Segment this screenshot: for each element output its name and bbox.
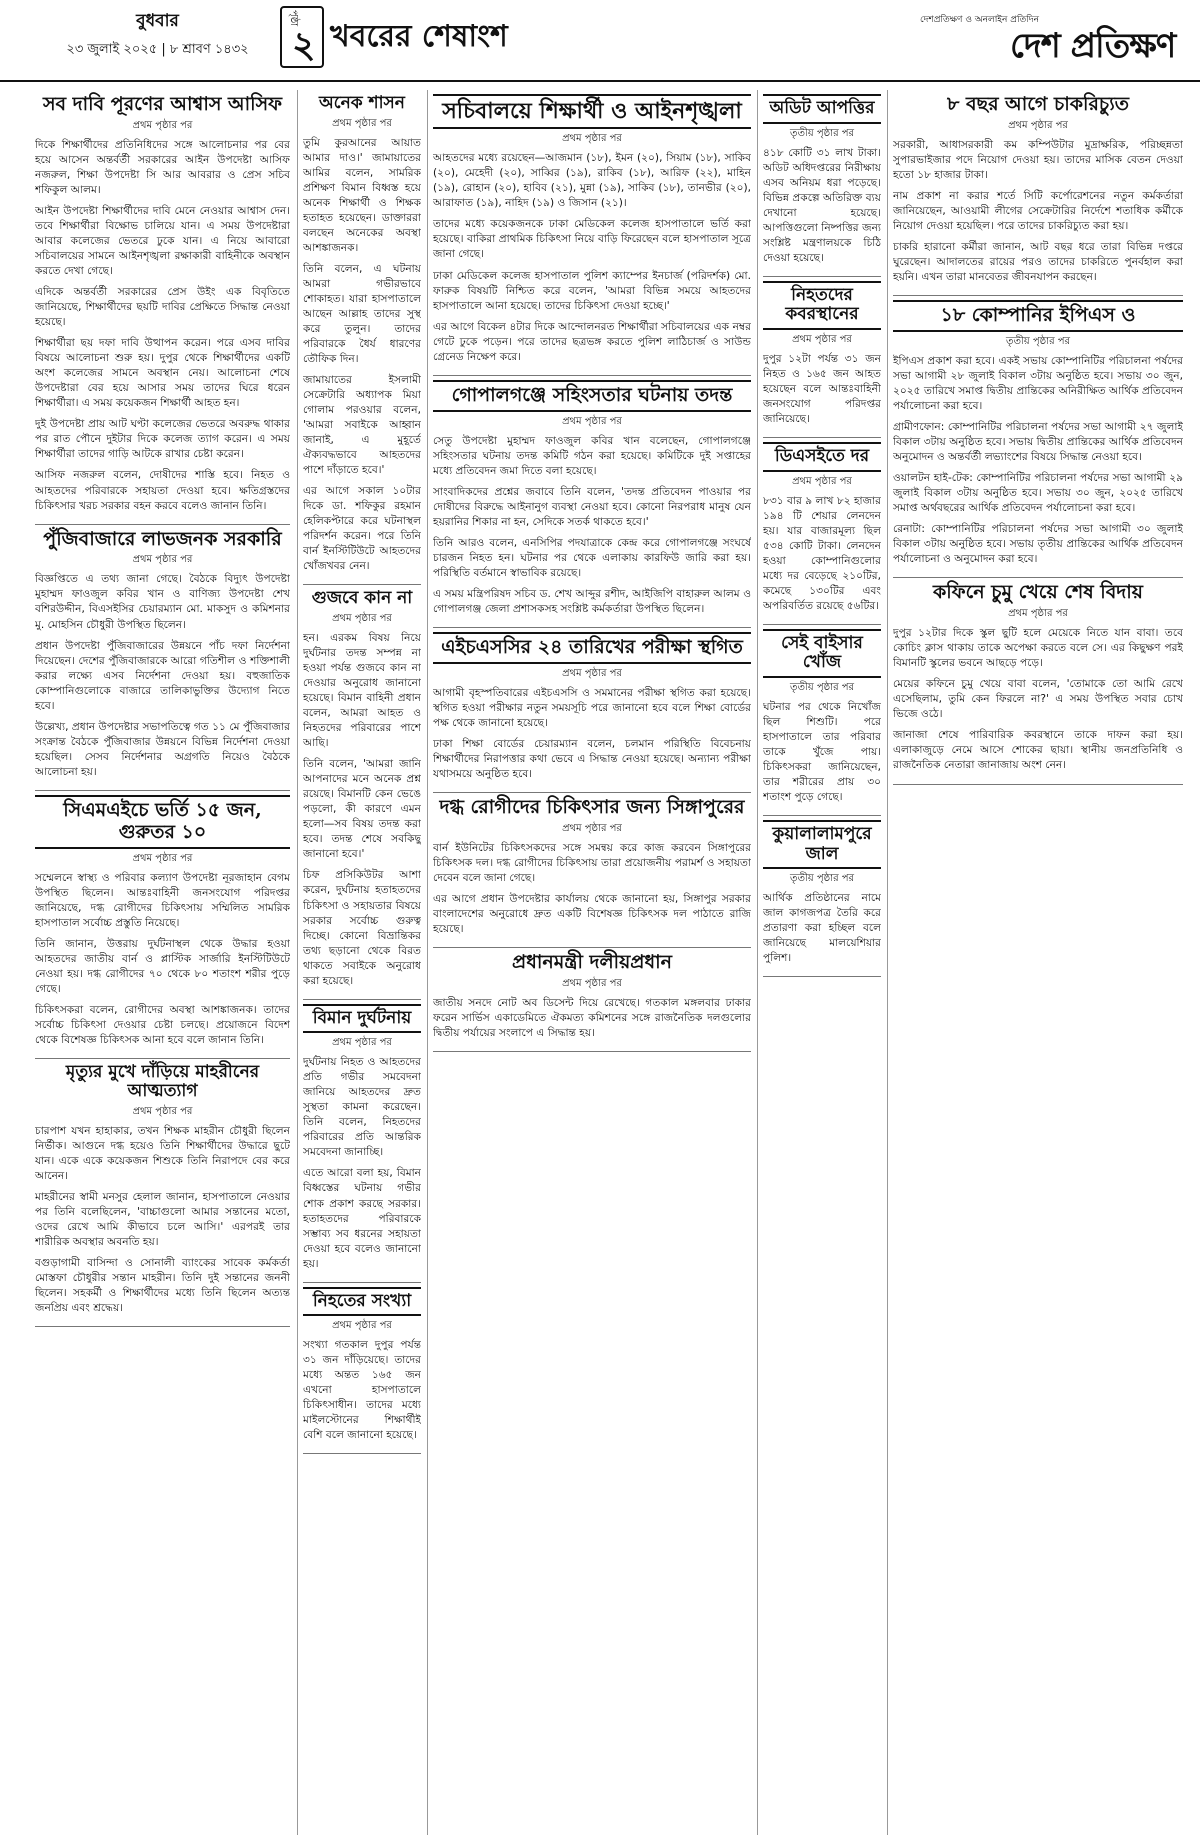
paragraph: সম্মেলনে স্বাস্থ্য ও পরিবার কল্যাণ উপদেষ্টা নূরজাহান বেগম উপস্থিত ছিলেন। আন্তঃবাহিনী জনসংযোগ পরিদপ্তর জানিয়েছে, দগ্ধ রোগীদের চিকিৎসায় সম্মিলিত সামরিক হাসপাতাল সর্বোচ্চ প্রস্তুতি নিয়েছে। bbox=[35, 871, 290, 929]
story-eps bbox=[893, 300, 1183, 578]
paragraph: জানাজা শেষে পারিবারিক কবরস্থানে তাকে দাফন করা হয়। এলাকাজুড়ে নেমে আসে শোকের ছায়া। স্থানীয় জনপ্রতিনিধি ও রাজনৈতিক নেতারা জানাজায় অংশ নেন। bbox=[893, 729, 1183, 772]
paragraph: উল্লেখ্য, প্রধান উপদেষ্টার সভাপতিত্বে গত ১১ মে পুঁজিবাজার সংক্রান্ত বৈঠকে পুঁজিবাজার উন্নয়নে বিভিন্ন নির্দেশনা দেওয়া হয়েছিল। সেসব নির্দেশনার অগ্রগতি নিয়েও বৈঠকে আলোচনা হয়। bbox=[35, 720, 290, 778]
headline: গোপালগঞ্জে সহিংসতার ঘটনায় তদন্ত bbox=[433, 380, 751, 412]
continuation-note: তৃতীয় পৃষ্ঠার পর bbox=[789, 681, 855, 693]
continuation-note: তৃতীয় পৃষ্ঠার পর bbox=[789, 873, 855, 885]
paragraph: এদিকে অন্তর্বর্তী সরকারের প্রেস উইং এক বিবৃতিতে জানিয়েছে, শিক্ষার্থীদের ছয়টি দাবির প্রেক্ষিতে সিদ্ধান্ত নেওয়া হয়েছে। bbox=[35, 286, 290, 329]
paragraph: চিফ প্রসিকিউটর আশা করেন, দুর্ঘটনায় হতাহতদের চিকিৎসা ও সহায়তার বিষয়ে সরকার সর্বোচ্চ গুরুত্ব দিচ্ছে। কোনো বিভ্রান্তিকর তথ্য ছড়ানো থেকে বিরত থাকতে সবাইকে অনুরোধ করা হয়েছে। bbox=[303, 869, 421, 987]
continuation-note: প্রথম পৃষ্ঠার পর bbox=[792, 475, 852, 487]
headline: অনেক শাসন bbox=[319, 93, 405, 113]
paragraph: এর আগে সকাল ১০টার দিকে ডা. শফিকুর রহমান হেলিকপ্টারে করে ঘটনাস্থল পরিদর্শন করেন। পরে তিনি বার্ন ইনস্টিটিউটে আহতদের খোঁজখবর নেন। bbox=[303, 485, 421, 573]
paragraph: তাদের মধ্যে কয়েকজনকে ঢাকা মেডিকেল কলেজ হাসপাতালে ভর্তি করা হয়েছে। বাকিরা প্রাথমিক চিকিৎসা নিয়ে বাড়ি ফিরেছেন বলে হাসপাতাল সূত্রে জানা গেছে। bbox=[433, 218, 751, 261]
paragraph: শিক্ষার্থীরা ছয় দফা দাবি উত্থাপন করেন। পরে এসব দাবির বিষয়ে আলোচনা শুরু হয়। দুপুর থেকে শিক্ষার্থীদের একটি অংশ কলেজের সামনে অবস্থান নেয়। আলোচনা শেষে উপদেষ্টারা বের হয়ে আসার সময় তাদের ঘিরে ধরেন শিক্ষার্থীরা। এ সময় কয়েকজন শিক্ষার্থী আহত হন। bbox=[35, 337, 290, 410]
paragraph: প্রধান উপদেষ্টা পুঁজিবাজারের উন্নয়নে পাঁচ দফা নির্দেশনা দিয়েছেন। দেশের পুঁজিবাজারকে আরো গতিশীল ও শক্তিশালী করার লক্ষ্যে এসব নির্দেশনা দেওয়া হয়। বহুজাতিক কোম্পানিগুলোকে বাজারে তালিকাভুক্তির উদ্যোগ নিতে হবে। bbox=[35, 639, 290, 712]
paragraph: আহতদের মধ্যে রয়েছেন—আজমান (১৮), ইমন (২০), সিয়াম (১৮), সাকিব (২০), মেহেদী (২০), সাব্বির (১৯), রাকিব (১৮), আরিফ (২২), মাহিন (১৯), রোহান (২০), হাবিব (২১), মুন্না (১৯), সাকিব (১৮), তানভীর (২০), আরাফাত (১৯), নাহিদ (১৯) ও জিসান (২১)। bbox=[433, 152, 751, 210]
column-rule bbox=[887, 90, 888, 1835]
continuation-note: প্রথম পৃষ্ঠার পর bbox=[332, 1037, 392, 1049]
paragraph: সাংবাদিকদের প্রশ্নের জবাবে তিনি বলেন, 'তদন্ত প্রতিবেদন পাওয়ার পর দোষীদের বিরুদ্ধে আইনানুগ ব্যবস্থা নেওয়া হবে। কোনো নিরপরাধ মানুষ যেন হয়রানির শিকার না হন, সেদিকে সতর্ক থাকতে হবে।' bbox=[433, 485, 751, 528]
paragraph: দুই উপদেষ্টা প্রায় আট ঘণ্টা কলেজের ভেতরে অবরুদ্ধ থাকার পর রাত পৌনে দুইটার দিকে কলেজ ত্যাগ করেন। এ সময় শিক্ষার্থীরা তাদের গাড়ি আটকে রাখার চেষ্টা করেন। bbox=[35, 418, 290, 461]
story-kuala-lumpur bbox=[763, 820, 881, 977]
continuation-note: প্রথম পৃষ্ঠার পর bbox=[1008, 119, 1068, 131]
headline: দগ্ধ রোগীদের চিকিৎসার জন্য সিঙ্গাপুরের bbox=[439, 795, 745, 818]
story-dismissed-workers bbox=[893, 94, 1183, 296]
story-dse bbox=[763, 442, 881, 625]
page-number: ২ bbox=[292, 25, 316, 66]
paragraph: বিজ্ঞপ্তিতে এ তথ্য জানা গেছে। বৈঠকে বিদ্যুৎ উপদেষ্টা মুহাম্মদ ফাওজুল কবির খান ও বাণিজ্য উপদেষ্টা শেখ বশিরউদ্দীন, বিএসইসির চেয়ারম্যান মো. মাকসুদ ও কমিশনার মু. মোহসিন চৌধুরী উপস্থিত ছিলেন। bbox=[35, 573, 290, 631]
paragraph: হন। এরকম বিষয় নিয়ে দুর্ঘটনার তদন্ত সম্পন্ন না হওয়া পর্যন্ত গুজবে কান না দেওয়ার অনুরোধ জানানো হয়েছে। বিমান বাহিনী প্রধান বলেন, আমরা আহত ও নিহতদের পরিবারের পাশে আছি। bbox=[303, 631, 421, 750]
paragraph: ইপিএস প্রকাশ করা হবে। একই সভায় কোম্পানিটির পরিচালনা পর্ষদের সভা আগামী ২৮ জুলাই বিকাল ৩টায় অনুষ্ঠিত হবে। সভায় ৩০ জুন, ২০২৫ তারিখে সমাপ্ত দ্বিতীয় প্রান্তিকের অনিরীক্ষিত আর্থিক প্রতিবেদন পর্যালোচনা করা হবে। bbox=[893, 354, 1183, 413]
paragraph: সরকারী, আধাসরকারী কম কম্পিউটার মুদ্রাক্ষরিক, পরিচ্ছন্নতা সুপারভাইজার পদে নিয়োগ দেওয়া হয়। তাদের মাসিক বেতন দেওয়া হতো ১৮ হাজার টাকা। bbox=[893, 138, 1183, 181]
column-rule bbox=[757, 90, 758, 1835]
column-rule bbox=[427, 90, 428, 1835]
continuation-note: প্রথম পৃষ্ঠার পর bbox=[562, 667, 622, 679]
column-4 bbox=[763, 90, 881, 1835]
continuation-note: প্রথম পৃষ্ঠার পর bbox=[1008, 608, 1068, 620]
paragraph: তিনি জানান, উত্তরায় দুর্ঘটনাস্থল থেকে উদ্ধার হওয়া আহতদের জাতীয় বার্ন ও প্লাস্টিক সার্জারি ইনস্টিটিউটে নেওয়া হয়। দগ্ধ রোগীদের ৭০ থেকে ৮০ শতাংশ শরীর পুড়ে গেছে। bbox=[35, 937, 290, 995]
paragraph: নাম প্রকাশ না করার শর্তে সিটি কর্পোরেশনের নতুন কর্মকর্তারা জানিয়েছেন, আওয়ামী লীগের সেক্রেটারির নির্দেশে শতাধিক কর্মীকে নিয়োগ দেওয়া হয়েছিল। পরে তাদের চাকরিচ্যুত করা হয়। bbox=[893, 189, 1183, 232]
dateline-block bbox=[40, 8, 275, 61]
paragraph: আসিফ নজরুল বলেন, দোষীদের শাস্তি হবে। নিহত ও আহতদের পরিবারকে সহায়তা দেওয়া হবে। ক্ষতিগ্রস্তদের চিকিৎসার খরচ সরকার বহন করবে বলেও জানান তিনি। bbox=[35, 469, 290, 512]
date-text: ২৩ জুলাই ২০২৫ | ৮ শ্রাবণ ১৪৩২ bbox=[66, 42, 249, 57]
paragraph: রেনাটা: কোম্পানিটির পরিচালনা পর্ষদের সভা আগামী ৩০ জুলাই বিকাল ৩টায় অনুষ্ঠিত হবে। সভায় তৃতীয় প্রান্তিকের আর্থিক প্রতিবেদন পর্যালোচনা ও অনুমোদন করা হবে। bbox=[893, 523, 1183, 566]
story-pm-party-chief bbox=[433, 952, 751, 1052]
paragraph: ঘটনার পর থেকে নিখোঁজ ছিল শিশুটি। পরে হাসপাতালে তার পরিবার তাকে খুঁজে পায়। চিকিৎসকরা জানিয়েছেন, তার শরীরের প্রায় ৩০ শতাংশ পুড়ে গেছে। bbox=[763, 700, 881, 804]
column-rule bbox=[297, 90, 298, 1835]
paragraph: বগুড়াগামী বাসিন্দা ও সোনালী ব্যাংকের সাবেক কর্মকর্তা মোস্তফা চৌধুরীর সন্তান মাহরীন। তিনি দুই সন্তানের জননী ছিলেন। সহকর্মী ও শিক্ষার্থীদের মধ্যে তিনি ছিলেন অত্যন্ত জনপ্রিয় এবং শ্রদ্ধেয়। bbox=[35, 1257, 290, 1315]
paragraph: এতে আরো বলা হয়, বিমান বিধ্বস্তের ঘটনায় গভীর শোক প্রকাশ করছে সরকার। হতাহতদের পরিবারকে সম্ভাব্য সব ধরনের সহায়তা দেওয়া হবে বলেও জানানো হয়। bbox=[303, 1167, 421, 1270]
paragraph: দুপুর ১২টার দিকে স্কুল ছুটি হলে মেয়েকে নিতে যান বাবা। তবে কোচিং ক্লাস থাকায় তাকে অপেক্ষা করতে বলে সে। এর কিছুক্ষণ পরই বিমানটি স্কুলের ভবনে আছড়ে পড়ে। bbox=[893, 627, 1183, 670]
column-5 bbox=[893, 90, 1183, 1835]
masthead bbox=[0, 0, 1200, 82]
paragraph: বার্ন ইউনিটের চিকিৎসকদের সঙ্গে সমন্বয় করে কাজ করবেন সিঙ্গাপুরের চিকিৎসক দল। দগ্ধ রোগীদের চিকিৎসায় তারা প্রয়োজনীয় পরামর্শ ও সহায়তা দেবেন বলে জানা গেছে। bbox=[433, 841, 751, 884]
continuation-note: প্রথম পৃষ্ঠার পর bbox=[332, 612, 392, 624]
continuation-note: প্রথম পৃষ্ঠার পর bbox=[562, 977, 622, 989]
paragraph: ৮৩১ বার ৯ লাখ ৮২ হাজার ১৯৪ টি শেয়ার লেনদেন হয়। যার বাজারমূল্য ছিল ৫৩৪ কোটি টাকা। লেনদেন হওয়া কোম্পানিগুলোর মধ্যে দর বেড়েছে ২১০টির, কমেছে ১৩০টির এবং অপরিবর্তিত রয়েছে ৫৬টির। bbox=[763, 494, 881, 612]
headline: ৮ বছর আগে চাকরিচ্যুত bbox=[947, 93, 1129, 115]
story-onek-shason bbox=[303, 94, 421, 585]
paragraph: তিনি আরও বলেন, এনসিপির পদযাত্রাকে কেন্দ্র করে গোপালগঞ্জে সংঘর্ষে চারজন নিহত হন। ঘটনার পর থেকে এলাকায় কারফিউ জারি করা হয়। পরিস্থিতি বর্তমানে স্বাভাবিক রয়েছে। bbox=[433, 536, 751, 579]
paragraph: এর আগে প্রধান উপদেষ্টার কার্যালয় থেকে জানানো হয়, সিঙ্গাপুর সরকার বাংলাদেশের অনুরোধে দ্রুত একটি বিশেষজ্ঞ চিকিৎসক দল পাঠাতে রাজি হয়েছে। bbox=[433, 892, 751, 935]
headline: কফিনে চুমু খেয়ে শেষ বিদায় bbox=[933, 581, 1143, 604]
day-label: বুধবার bbox=[136, 11, 179, 31]
story-secretariat bbox=[433, 94, 751, 376]
continuation-note: প্রথম পৃষ্ঠার পর bbox=[562, 822, 622, 834]
headline: এইচএসসির ২৪ তারিখের পরীক্ষা স্থগিত bbox=[433, 632, 751, 664]
headline: প্রধানমন্ত্রী দলীয়প্রধান bbox=[512, 950, 672, 973]
story-graveyard bbox=[763, 281, 881, 438]
paragraph: দুপুর ১২টা পর্যন্ত ৩১ জন নিহত ও ১৬৫ জন আহত হয়েছেন বলে আন্তঃবাহিনী জনসংযোগ পরিদপ্তর জানিয়েছে। bbox=[763, 352, 881, 426]
paragraph: মাহরীনের স্বামী মনসুর হেলাল জানান, হাসপাতালে নেওয়ার পর তিনি বলেছিলেন, 'বাচ্চাগুলো আমার সন্তানের মতো, ওদের রেখে আমি কীভাবে চলে আসি।' এরপরই তার শারীরিক অবস্থার অবনতি হয়। bbox=[35, 1191, 290, 1249]
headline: পুঁজিবাজারে লাভজনক সরকারি bbox=[43, 527, 282, 550]
column-3 bbox=[433, 90, 751, 1835]
paragraph: চারপাশ যখন হাহাকার, তখন শিক্ষক মাহরীন চৌধুরী ছিলেন নির্ভীক। আগুনে দগ্ধ হয়েও তিনি শিক্ষার্থীদের উদ্ধারে ছুটে যান। একে একে কয়েকজন শিশুকে তিনি নিরাপদে বের করে আনেন। bbox=[35, 1124, 290, 1183]
continuation-note: প্রথম পৃষ্ঠার পর bbox=[132, 1105, 193, 1117]
story-baisar bbox=[763, 629, 881, 816]
paragraph: চিকিৎসকরা বলেন, রোগীদের অবস্থা আশঙ্কাজনক। তাদের সর্বোচ্চ চিকিৎসা দেওয়ার চেষ্টা চলছে। প্রয়োজনে বিদেশ থেকে বিশেষজ্ঞ চিকিৎসক আনা হবে বলে জানান তিনি। bbox=[35, 1003, 290, 1046]
continuation-note: তৃতীয় পৃষ্ঠার পর bbox=[1005, 335, 1071, 347]
paragraph: এ সময় মন্ত্রিপরিষদ সচিব ড. শেখ আব্দুর রশীদ, আইজিপি বাহারুল আলম ও গোপালগঞ্জ জেলা প্রশাসকসহ সংশ্লিষ্ট কর্মকর্তারা উপস্থিত ছিলেন। bbox=[433, 587, 751, 615]
headline: গুজবে কান না bbox=[311, 588, 413, 609]
headline: কুয়ালালামপুরে জাল bbox=[763, 820, 881, 869]
continuation-note: প্রথম পৃষ্ঠার পর bbox=[332, 117, 392, 129]
paragraph: দুর্ঘটনায় নিহত ও আহতদের প্রতি গভীর সমবেদনা জানিয়ে আহতদের দ্রুত সুস্থতা কামনা করেছেন। তিনি বলেন, নিহতদের পরিবারের প্রতি আন্তরিক সমবেদনা জানাচ্ছি। bbox=[303, 1056, 421, 1159]
story-cmh bbox=[35, 795, 290, 1059]
story-death-toll bbox=[303, 1287, 421, 1455]
headline: ১৮ কোম্পানির ইপিএস ও bbox=[893, 300, 1183, 332]
paragraph: মেয়ের কফিনে চুমু খেয়ে বাবা বলেন, 'তোমাকে তো আমি রেখে এসেছিলাম, তুমি কেন ফিরলে না?' এ সময় উপস্থিত সবার চোখ ভিজে ওঠে। bbox=[893, 678, 1183, 721]
paragraph: ওয়ালটন হাই-টেক: কোম্পানিটির পরিচালনা পর্ষদের সভা আগামী ২৯ জুলাই বিকাল ৩টায় অনুষ্ঠিত হবে। সভায় ৩০ জুন, ২০২৫ তারিখে সমাপ্ত অর্থবছরের আর্থিক প্রতিবেদন পর্যালোচনা করা হবে। bbox=[893, 472, 1183, 515]
headline: সচিবালয়ে শিক্ষার্থী ও আইনশৃঙ্খলা bbox=[433, 94, 751, 129]
headline: নিহতের সংখ্যা bbox=[303, 1287, 421, 1317]
paragraph: তিনি বলেন, 'আমরা জানি আপনাদের মনে অনেক প্রশ্ন রয়েছে। বিমানটি কেন ভেঙে পড়লো, কী কারণে এমন হলো—সব বিষয় তদন্ত করা হবে। তদন্ত শেষে সবকিছু জানানো হবে।' bbox=[303, 758, 421, 861]
paragraph: সেতু উপদেষ্টা মুহাম্মদ ফাওজুল কবির খান বলেছেন, গোপালগঞ্জে সহিংসতার ঘটনায় তদন্ত কমিটি গঠন করা হয়েছে। কমিটিকে দুই সপ্তাহের মধ্যে প্রতিবেদন জমা দিতে বলা হয়েছে। bbox=[433, 434, 751, 477]
page-number-box bbox=[280, 6, 324, 68]
paragraph: চাকরি হারানো কর্মীরা জানান, আট বছর ধরে তারা বিভিন্ন দপ্তরে ঘুরেছেন। আদালতের রায়ের পরও তাদের চাকরিতে পুনর্বহাল করা হয়নি। এখন তারা মানবেতর জীবনযাপন করছেন। bbox=[893, 241, 1183, 284]
continuation-note: তৃতীয় পৃষ্ঠার পর bbox=[789, 127, 855, 139]
story-mahrin bbox=[35, 1063, 290, 1327]
paragraph: সংখ্যা গতকাল দুপুর পর্যন্ত ৩১ জন দাঁড়িয়েছে। তাদের মধ্যে অন্তত ১৬৫ জন এখনো হাসপাতালে চিকিৎসাধীন। তাদের মধ্যে মাইলস্টোনের শিক্ষার্থীই বেশি বলে জানানো হয়েছে। bbox=[303, 1339, 421, 1442]
column-1 bbox=[35, 90, 290, 1835]
continuation-note: প্রথম পৃষ্ঠার পর bbox=[562, 415, 622, 427]
tagline: দেশপ্রতিক্ষণ ও অনলাইন প্রতিদিন bbox=[920, 15, 1039, 25]
page-label: পৃষ্ঠা bbox=[288, 10, 299, 27]
newspaper-logo: দেশ প্রতিক্ষণ bbox=[1010, 26, 1176, 66]
headline: সব দাবি পূরণের আশ্বাস আসিফ bbox=[42, 93, 283, 115]
paragraph: ঢাকা শিক্ষা বোর্ডের চেয়ারম্যান বলেন, চলমান পরিস্থিতি বিবেচনায় শিক্ষার্থীদের নিরাপত্তার কথা ভেবে এ সিদ্ধান্ত নেওয়া হয়েছে। অন্যান্য পরীক্ষা যথাসময়ে অনুষ্ঠিত হবে। bbox=[433, 737, 751, 780]
story-audit bbox=[763, 94, 881, 277]
story-coffin-farewell bbox=[893, 582, 1183, 784]
headline: মৃত্যুর মুখে দাঁড়িয়ে মাহরীনের আত্মত্যাগ bbox=[65, 1061, 260, 1102]
story-hsc bbox=[433, 632, 751, 793]
headline: ডিএসইতে দর bbox=[763, 442, 881, 472]
paragraph: তুমি কুরআনের আয়াত আমার দাও।' জামায়াতের আমির বলেন, সামরিক প্রশিক্ষণ বিমান বিধ্বস্ত হয়ে অনেক শিক্ষার্থী ও শিক্ষক হতাহত হয়েছেন। ডাক্তাররা বলছেন অনেকের অবস্থা আশঙ্কাজনক। bbox=[303, 136, 421, 254]
continuation-note: প্রথম পৃষ্ঠার পর bbox=[132, 852, 193, 864]
continuation-note: প্রথম পৃষ্ঠার পর bbox=[792, 333, 852, 345]
paragraph: আগামী বৃহস্পতিবারের এইচএসসি ও সমমানের পরীক্ষা স্থগিত করা হয়েছে। স্থগিত হওয়া পরীক্ষার নতুন সময়সূচি পরে জানানো হবে বলে শিক্ষা বোর্ডের পক্ষ থেকে জানানো হয়েছে। bbox=[433, 686, 751, 729]
paragraph: ঢাকা মেডিকেল কলেজ হাসপাতাল পুলিশ ক্যাম্পের ইনচার্জ (পরিদর্শক) মো. ফারুক বিষয়টি নিশ্চিত করে বলেন, 'আমরা বিভিন্ন সময়ে আহতদের হাসপাতালে আনা হয়েছে। তাদের চিকিৎসা দেওয়া হচ্ছে।' bbox=[433, 269, 751, 312]
continuation-note: প্রথম পৃষ্ঠার পর bbox=[132, 119, 193, 131]
paragraph: তিনি বলেন, এ ঘটনায় আমরা গভীরভাবে শোকাহত। যারা হাসপাতালে আছেন আল্লাহ তাদের সুস্থ করে তুলুন। তাদের পরিবারকে ধৈর্য ধারণের তৌফিক দিন। bbox=[303, 262, 421, 365]
continuation-note: প্রথম পৃষ্ঠার পর bbox=[332, 1320, 392, 1332]
headline: সেই বাইসার খোঁজ bbox=[763, 629, 881, 678]
paragraph: এর আগে বিকেল ৪টার দিকে আন্দোলনরত শিক্ষার্থীরা সচিবালয়ের এক নম্বর গেটে ঢুকে পড়েন। পরে তাদের ছত্রভঙ্গ করতে পুলিশ লাঠিচার্জ ও সাউন্ড গ্রেনেড নিক্ষেপ করে। bbox=[433, 320, 751, 363]
continuation-note: প্রথম পৃষ্ঠার পর bbox=[562, 133, 622, 145]
continuation-note: প্রথম পৃষ্ঠার পর bbox=[132, 554, 193, 566]
paragraph: আর্থিক প্রতিষ্ঠানের নামে জাল কাগজপত্র তৈরি করে প্রতারণা করা হচ্ছিল বলে জানিয়েছে মালয়েশিয়ার পুলিশ। bbox=[763, 892, 881, 965]
column-2 bbox=[303, 90, 421, 1835]
story-singapore-doctors bbox=[433, 797, 751, 948]
paragraph: জামায়াতের ইসলামী সেক্রেটারি অধ্যাপক মিয়া গোলাম পরওয়ার বলেন, 'আমরা সবাইকে আহ্বান জানাই, এ মুহূর্তে ঐক্যবদ্ধভাবে আহতদের পাশে দাঁড়াতে হবে।' bbox=[303, 374, 421, 477]
headline: নিহতদের কবরস্থানের bbox=[763, 281, 881, 330]
section-title: খবরের শেষাংশ bbox=[330, 19, 508, 54]
paragraph: দিকে শিক্ষার্থীদের প্রতিনিধিদের সঙ্গে আলোচনার পর বের হয়ে আসেন অন্তর্বর্তী সরকারের আইন উপদেষ্টা আসিফ নজরুল, শিক্ষা উপদেষ্টা সি আর আবরার ও প্রেস সচিব শফিকুল আলম। bbox=[35, 138, 290, 196]
headline: বিমান দুর্ঘটনায় bbox=[303, 1004, 421, 1034]
paragraph: ৪১৮ কোটি ৩১ লাখ টাকা। অডিট অধিদপ্তরের নিরীক্ষায় এসব অনিয়ম ধরা পড়েছে। বিভিন্ন প্রকল্পে অতিরিক্ত ব্যয় দেখানো হয়েছে। আপত্তিগুলো নিষ্পত্তির জন্য সংশ্লিষ্ট মন্ত্রণালয়কে চিঠি দেওয়া হয়েছে। bbox=[763, 146, 881, 264]
headline: অডিট আপত্তির bbox=[763, 94, 881, 124]
paragraph: জাতীয় সনদে নোট অব ডিসেন্ট দিয়ে রেখেছে। গতকাল মঙ্গলবার ঢাকার ফরেন সার্ভিস একাডেমিতে ঐকমত্য কমিশনের সঙ্গে রাজনৈতিক দলগুলোর দ্বিতীয় পর্যায়ের সংলাপে এ সিদ্ধান্ত হয়। bbox=[433, 996, 751, 1039]
story-stock-market bbox=[35, 529, 290, 791]
paragraph: গ্রামীণফোন: কোম্পানিটির পরিচালনা পর্ষদের সভা আগামী ২৭ জুলাই বিকাল ৩টায় অনুষ্ঠিত হবে। সভায় দ্বিতীয় প্রান্তিকের আর্থিক প্রতিবেদন অনুমোদন ও অন্তর্বর্তী লভ্যাংশের বিষয়ে সিদ্ধান্ত নেওয়া হবে। bbox=[893, 421, 1183, 464]
story-gujob bbox=[303, 589, 421, 999]
story-gopalganj bbox=[433, 380, 751, 628]
story-asif bbox=[35, 94, 290, 525]
headline: সিএমএইচে ভর্তি ১৫ জন, গুরুতর ১০ bbox=[35, 795, 290, 849]
story-plane-crash bbox=[303, 1004, 421, 1283]
paragraph: আইন উপদেষ্টা শিক্ষার্থীদের দাবি মেনে নেওয়ার আশ্বাস দেন। তবে শিক্ষার্থীরা বিক্ষোভ চালিয়ে যান। এ সময় উপদেষ্টারা আবার কলেজের ভেতরে ঢুকে যান। এ নিয়ে আবারো সচিবালয়ের সামনে আইনশৃঙ্খলা রক্ষাকারী বাহিনীকে অবস্থান করতে দেখা গেছে। bbox=[35, 204, 290, 278]
